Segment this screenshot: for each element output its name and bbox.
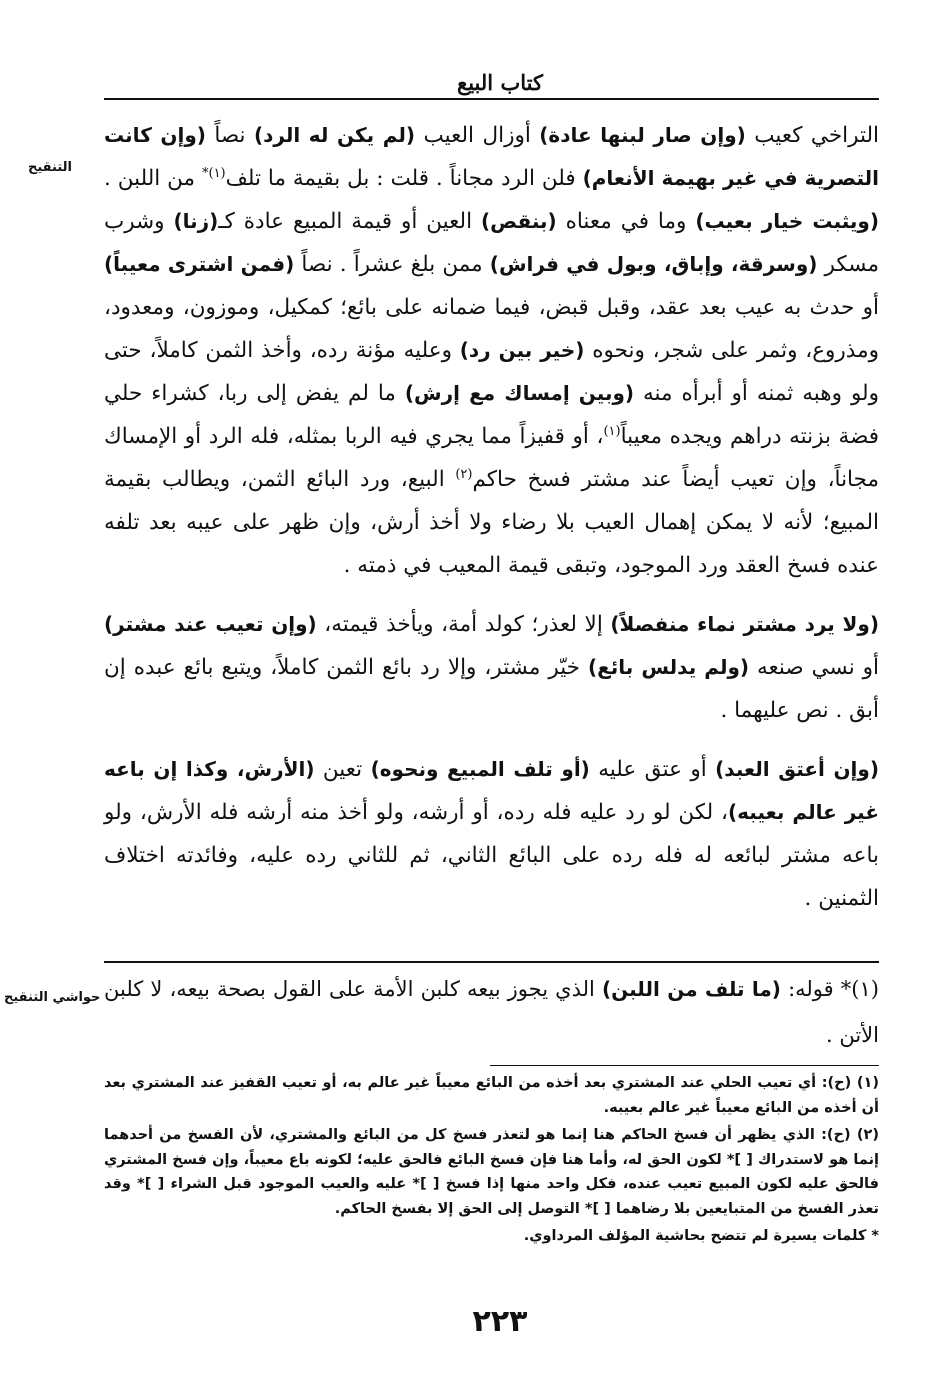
text-run: (١)* قوله: — [780, 977, 879, 1001]
text-run: وعليه مؤنة رده، وأخذ الثمن كاملاً، حتى ولو وهبه ثمنه أو أبرأه منه — [104, 338, 879, 406]
paragraph — [104, 114, 879, 587]
bold-term: (وسرقة، وإباق، وبول في فراش) — [489, 252, 818, 276]
text-run: العين أو قيمة المبيع عادة كـ — [218, 209, 482, 234]
page-number: ٢٢٣ — [472, 1304, 528, 1339]
text-run: ما لم يفض إلى ربا، كشراء حلي فضة بزنته دراهم ويجده معيباً — [104, 381, 880, 449]
bold-term: (الأرش، وكذا إن باعه غير عالم بعيبه) — [104, 757, 879, 824]
bold-term: (ولم يدلس بائع) — [587, 655, 750, 679]
bold-term: (لم يكن له الرد) — [254, 123, 416, 147]
header-rule — [104, 98, 879, 100]
star-note: * كلمات يسيرة لم تتضح بحاشية المؤلف المرداوي. — [523, 1228, 879, 1244]
bold-term: (وإن تعيب عند مشتر) — [104, 612, 317, 636]
text-run: إلا لعذر؛ كولد أمة، ويأخذ قيمته، — [316, 612, 611, 637]
text-run: خيّر مشتر، وإلا رد بائع الثمن كاملاً، ويتبع بائع عبده إن أبق . نص عليهما . — [104, 655, 879, 723]
margin-label-hawashi: حواشي التنقيح — [4, 990, 101, 1005]
text-run: ، أو قفيزاً مما يجري فيه الربا بمثله، فله الرد أو الإمساك مجاناً، وإن تعيب أيضاً عند مشتر فسخ حاكم — [104, 424, 879, 492]
bold-term: (بنقص) — [481, 209, 557, 233]
text-run: أو عتق عليه — [589, 757, 716, 782]
bold-term: (ويثبت خيار بعيب) — [695, 209, 879, 233]
bold-term: (وإن أعتق العبد) — [715, 757, 879, 781]
hawashi-note — [104, 966, 879, 1058]
footnote-marker: (٢) — [455, 466, 473, 482]
bold-term: (فمن اشترى معيباً) — [104, 252, 295, 276]
text-run: الذي يجوز بيعه كلبن الأمة على القول بصحة بيعه، لا كلبن الأتن . — [104, 977, 879, 1047]
bold-term: (أو تلف المبيع ونحوه) — [370, 757, 590, 781]
footnote: (١) (ح): أي تعيب الحلي عند المشتري بعد أخذه من البائع معيباً غير عالم به، أو تعيب القفيز عند المشتري بعد أن أخذه من البائع معيباً غير عالم بعيبه. — [104, 1075, 879, 1116]
footnote-marker: (١) — [603, 423, 621, 439]
bold-term: (وإن كانت التصرية في غير بهيمة الأنعام) — [104, 123, 879, 190]
bold-term: (ولا يرد مشتر نماء منفصلاً) — [610, 612, 879, 636]
bold-term: (وإن صار لبنها عادة) — [539, 123, 746, 147]
text-run: من اللبن . — [104, 166, 202, 191]
text-run: البيع، ورد البائع الثمن، ويطالب بقيمة المبيع؛ لأنه لا يمكن إهمال العيب بلا رضاء ولا أخذ أرش، وإن ظهر على عيبه بعد تلفه عنده فسخ العقد ورد الموجود، وتبقى قيمة المعيب في ذمته . — [104, 467, 879, 578]
text-run: أو حدث به عيب بعد عقد، وقبل قبض، فيما ضمانه على بائع؛ كمكيل، وموزون، ومعدود، ومذروع، وثمر على شجر، ونحوه — [104, 295, 879, 363]
text-run: أوزال العيب — [415, 123, 540, 148]
bold-term: (ما تلف من اللبن) — [601, 977, 781, 1001]
paragraph — [104, 603, 879, 732]
text-run: أو نسي صنعه — [749, 655, 879, 680]
footnote: (٢) (ح): الذي يظهر أن فسخ الحاكم هنا إنما هو لتعذر فسخ كل من البائع والمشتري، لأن الفسخ من أحدهما إنما هو لاستدراك [ ]* لكون الحق له، وأما هنا فإن فسخ البائع فالحق عليه؛ لكونه باع معيباً، وإن فسخ المشتري فالحق عليه لكون المبيع تعيب عنده، فكل واحد منها إذا فسخ [ ]* عليه والعيب الموجود قبل الشراء [ ]* وقد تعذر الفسخ من المتبايعين بلا رضاهما [ ]* التوصل إلى الحق إلا بفسخ الحاكم. — [104, 1127, 879, 1217]
bold-term: (وبين إمساك مع إرش) — [404, 381, 635, 405]
bold-term: (خير بين رد) — [459, 338, 585, 362]
running-head: كتاب البيع — [457, 70, 543, 95]
text-run: فلن الرد مجاناً . قلت : بل بقيمة ما تلف — [225, 166, 583, 191]
text-run: وشرب مسكر — [104, 209, 879, 277]
text-run: وما في معناه — [556, 209, 696, 234]
text-run: ممن بلغ عشراً . نصاً — [294, 252, 490, 277]
main-text — [104, 114, 879, 936]
footnotes — [104, 1071, 879, 1249]
bold-term: (زنا) — [173, 209, 219, 233]
footnote-rule — [490, 1065, 879, 1066]
text-run: تعين — [314, 757, 371, 782]
text-run: ، لكن لو رد عليه فله رده، أو أرشه، ولو أخذ منه أرشه فله الأرش، ولو باعه مشتر لبائعه له فله رده على البائع الثاني، ثم للثاني رده عليه، وفائدته اختلاف الثمنين . — [104, 800, 879, 911]
text-run: نصاً — [205, 123, 254, 148]
footnote-marker: (١)* — [201, 165, 226, 181]
text-run: التراخي كعيب — [745, 123, 879, 148]
paragraph — [104, 748, 879, 920]
margin-label-tanqih: التنقيح — [28, 160, 72, 175]
hawashi-rule — [104, 961, 879, 963]
